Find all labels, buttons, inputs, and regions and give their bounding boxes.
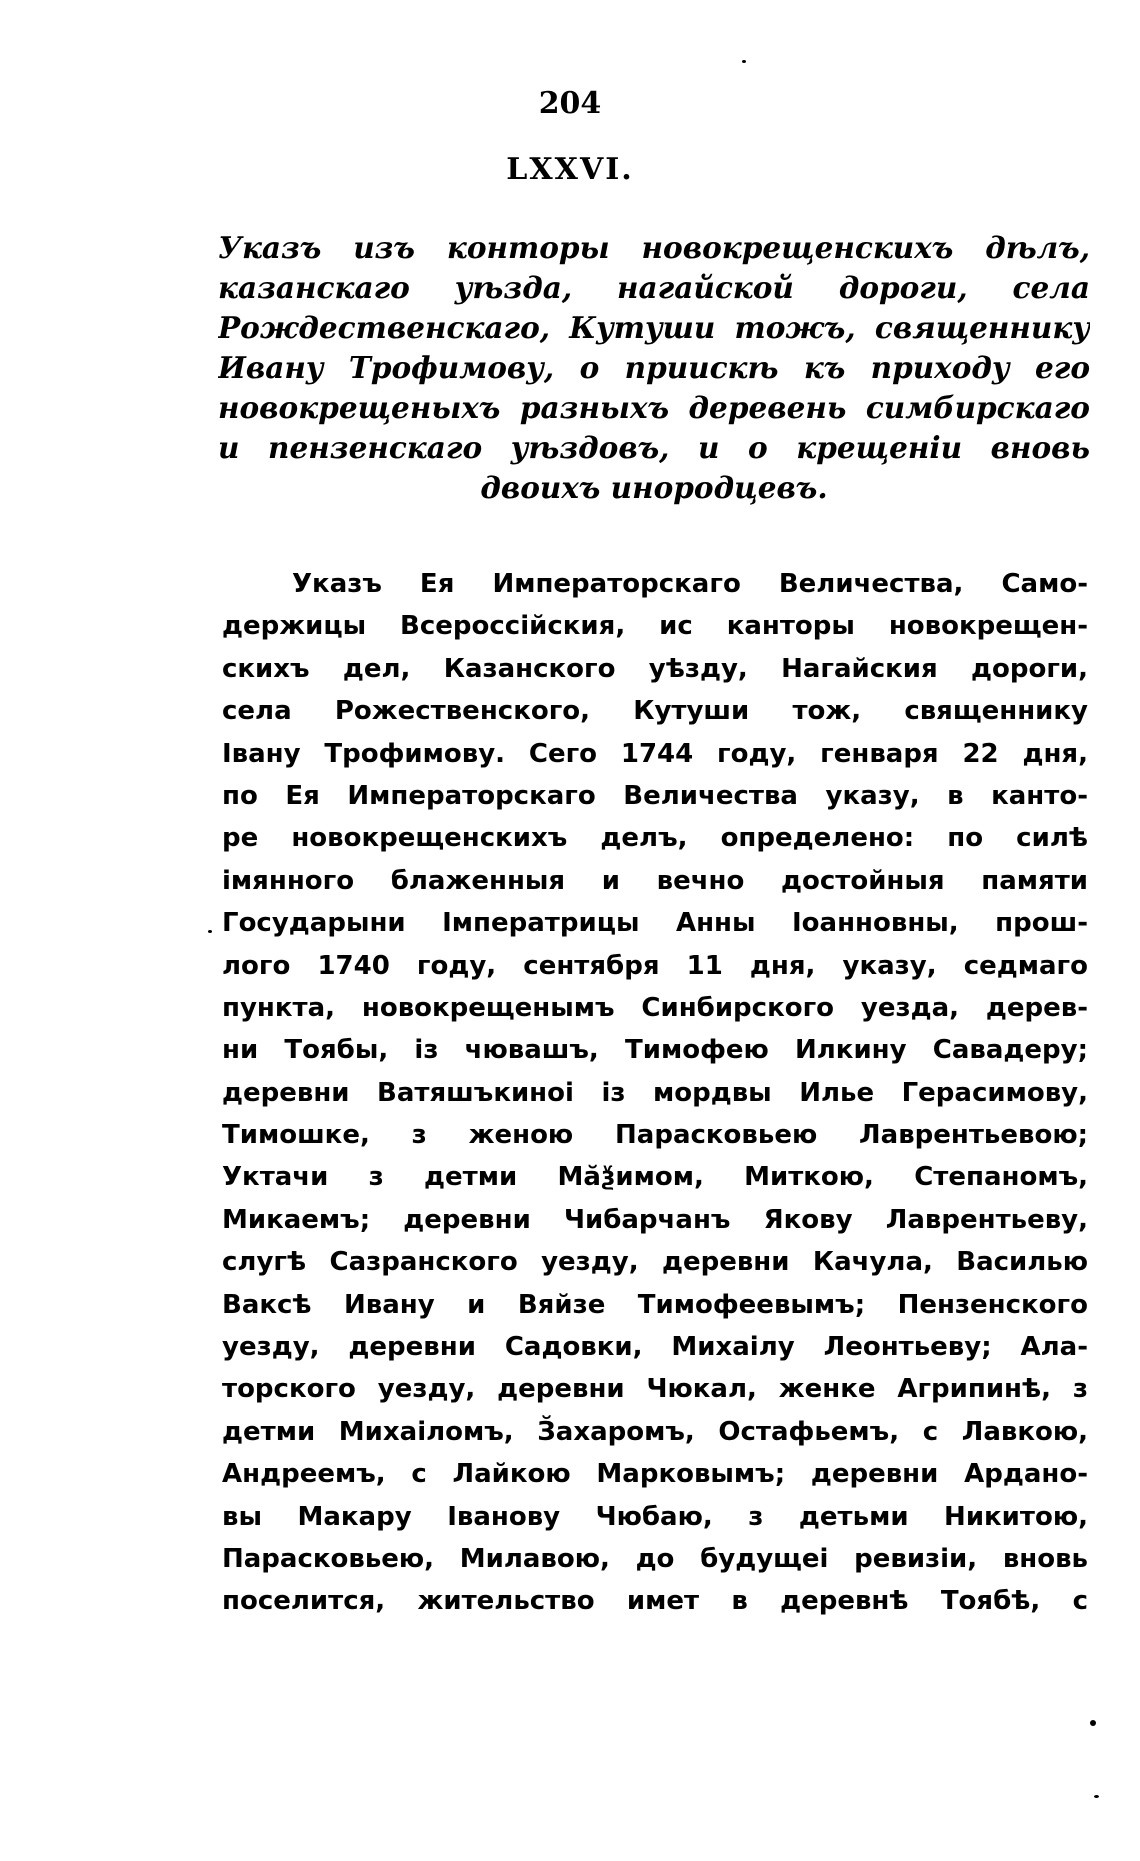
body-line: по Ея Императорскаго Величества указу, в канто- bbox=[222, 780, 1088, 811]
body-line: ни Тоябы, iз чювашъ, Тимофею Илкину Савадеру; bbox=[222, 1035, 1088, 1066]
scan-speck bbox=[1090, 1720, 1096, 1726]
body-line: поселится, жительство имет в деревнѣ Тоябѣ, с bbox=[222, 1586, 1088, 1617]
heading-line: казанскаго уѣзда, нагайской дороги, села bbox=[218, 270, 1090, 305]
body-line: слугѣ Сазранского уезду, деревни Качула, Василью bbox=[222, 1247, 1088, 1278]
scan-speck bbox=[1094, 1795, 1099, 1798]
body-line: уезду, деревни Садовки, Михаiлу Леонтьеву; Ала- bbox=[222, 1332, 1088, 1363]
body-line: Івану Трофимову. Сего 1744 году, генваря 22 дня, bbox=[222, 738, 1088, 769]
scan-speck bbox=[208, 930, 212, 933]
body-line: торского уезду, деревни Чюкал, женке Агрипинѣ, з bbox=[222, 1374, 1088, 1405]
body-line: села Рожественского, Кутуши тож, священнику bbox=[222, 696, 1088, 727]
body-line: детми Михаiломъ, З̆ахаромъ, Остафьемъ, с Лавкою, bbox=[222, 1416, 1088, 1447]
scan-speck bbox=[742, 60, 746, 63]
section-number: LXXVI. bbox=[506, 152, 634, 187]
heading-line: двоихъ инородцевъ. bbox=[480, 470, 828, 505]
body-line: ре новокрещенскихъ делъ, определено: по силѣ bbox=[222, 823, 1088, 854]
body-line: iмянного блаженныя и вечно достойныя памяти bbox=[222, 865, 1088, 896]
body-line: держицы Всероссiйския, ис канторы новокрещен- bbox=[222, 611, 1088, 642]
body-line: Указъ Ея Императорскаго Величества, Само- bbox=[292, 569, 1088, 599]
body-line: Микаемъ; деревни Чибарчанъ Якову Лаврентьеву, bbox=[222, 1204, 1088, 1235]
body-line: лого 1740 году, сентября 11 дня, указу, седмаго bbox=[222, 950, 1088, 981]
heading-line: Рождественскаго, Кутуши тожъ, священнику bbox=[218, 310, 1090, 345]
body-line: вы Макару Iванову Чюбаю, з детьми Никитою, bbox=[222, 1501, 1088, 1532]
body-line: Андреемъ, с Лайкою Марковымъ; деревни Ардано- bbox=[222, 1459, 1088, 1490]
document-heading bbox=[218, 228, 1090, 508]
body-line: Парасковьею, Милавою, до будущеi ревизiи, вновь bbox=[222, 1543, 1088, 1574]
body-line: скихъ дел, Казанского уѣзду, Нагайския дороги, bbox=[222, 653, 1088, 684]
heading-line: новокрещеныхъ разныхъ деревень симбирскаго bbox=[218, 390, 1090, 425]
body-line: деревни Ватяшъкиноi iз мордвы Илье Герасимову, bbox=[222, 1077, 1088, 1108]
body-line: Государыни Iмператрицы Анны Iоанновны, прош- bbox=[222, 908, 1088, 939]
body-line: Ваксѣ Ивану и Вяйзе Тимофеевымъ; Пензенского bbox=[222, 1289, 1088, 1320]
body-line: Тимошке, з женою Парасковьею Лаврентьевою; bbox=[222, 1120, 1088, 1151]
page-number: 204 bbox=[538, 86, 602, 121]
heading-line: Указъ изъ конторы новокрещенскихъ дѣлъ, bbox=[218, 230, 1090, 265]
body-line: пункта, новокрещенымъ Синбирского уезда, дерев- bbox=[222, 992, 1088, 1023]
body-text bbox=[222, 563, 1088, 1623]
heading-line: Ивану Трофимову, о приискѣ къ приходу его bbox=[218, 350, 1090, 385]
heading-line: и пензенскаго уѣздовъ, и о крещеніи вновь bbox=[218, 430, 1090, 465]
body-line: Уктачи з детми Мӑѯимом, Миткою, Степаномъ, bbox=[222, 1162, 1088, 1193]
